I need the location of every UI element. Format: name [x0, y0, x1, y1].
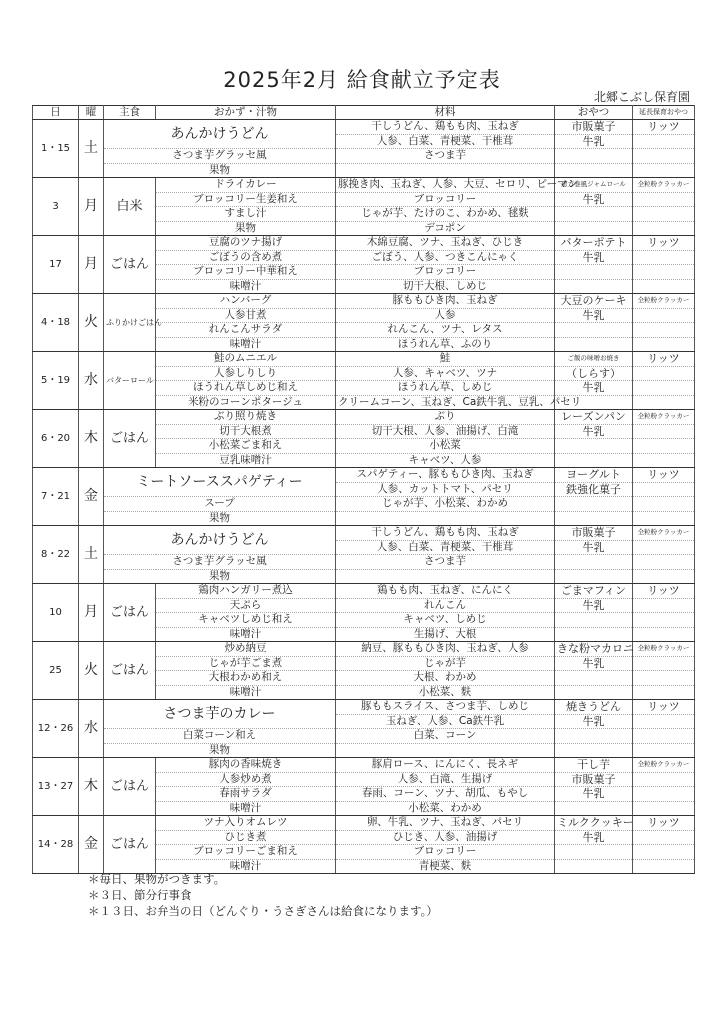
extended-snack [633, 801, 695, 816]
ingredients: 卵、牛乳、ツナ、玉ねぎ、パセリ [336, 816, 555, 831]
note-item: ＊３日、節分行事食 [88, 888, 192, 902]
note-item: ＊毎日、果物がつきます。 [88, 872, 226, 886]
dish-name: 果物 [104, 743, 336, 758]
day-block [33, 816, 695, 874]
dish-name: ブロッコリー中華和え [156, 265, 336, 280]
weekday: 金 [79, 816, 104, 874]
ingredients: 人参、白菜、青梗菜、干椎茸 [336, 134, 555, 149]
snack [555, 801, 633, 816]
extended-snack [633, 221, 695, 236]
table-row [33, 758, 695, 773]
dish-name: ごぼうの含め煮 [156, 250, 336, 265]
staple-food: ごはん [104, 758, 156, 816]
table-row [33, 178, 695, 193]
extended-snack [633, 598, 695, 613]
day-block [33, 642, 695, 700]
extended-snack [633, 192, 695, 207]
staple-food: ごはん [104, 236, 156, 294]
dish-name: さつま芋グラッセ風 [104, 555, 336, 570]
snack: ごまマフィン [555, 584, 633, 599]
dish-name: 豆乳味噌汁 [156, 453, 336, 468]
extended-snack: リッツ [633, 120, 695, 135]
dish-name: 炒め納豆 [156, 642, 336, 657]
snack [555, 497, 633, 512]
snack: 牛乳 [555, 787, 633, 802]
dish-name: 小松菜ごま和え [156, 439, 336, 454]
dish-name: 人参甘煮 [156, 308, 336, 323]
extended-snack [633, 439, 695, 454]
snack [555, 569, 633, 584]
dish-name: 切干大根煮 [156, 424, 336, 439]
snack: 焼きうどん [555, 700, 633, 715]
extended-snack [633, 613, 695, 628]
ingredients: 小松菜 [336, 439, 555, 454]
dish-name: 春雨サラダ [156, 787, 336, 802]
day-block [33, 468, 695, 526]
day-block [33, 700, 695, 758]
table-row [33, 236, 695, 251]
dish-name: 味噌汁 [156, 859, 336, 874]
table-row [33, 700, 695, 715]
day-date: 7・21 [33, 468, 79, 526]
table-row [33, 497, 695, 512]
extended-snack: 全粒粉クラッカー [633, 642, 695, 657]
snack [555, 743, 633, 758]
extended-snack [633, 207, 695, 222]
dish-name: ツナ入りオムレツ [156, 816, 336, 831]
snack [555, 163, 633, 178]
staple-food: ごはん [104, 816, 156, 874]
extended-snack [633, 685, 695, 700]
extended-snack [633, 714, 695, 729]
ingredients: 木綿豆腐、ツナ、玉ねぎ、ひじき [336, 236, 555, 251]
day-date: 25 [33, 642, 79, 700]
snack: きな粉マカロニ [555, 642, 633, 657]
ingredients: 人参、白菜、青梗菜、干椎茸 [336, 540, 555, 555]
ingredients: 人参、キャベツ、ツナ [336, 366, 555, 381]
day-block [33, 352, 695, 410]
day-block [33, 178, 695, 236]
dish-name: キャベツしめじ和え [156, 613, 336, 628]
dish-name: ほうれん草しめじ和え [156, 381, 336, 396]
dish-name: ぶり照り焼き [156, 410, 336, 425]
school-name: 北郷こぶし保育園 [593, 90, 690, 104]
snack: 干し芋 [555, 758, 633, 773]
dish-name: れんこんサラダ [156, 323, 336, 338]
extended-snack [633, 555, 695, 570]
weekday: 木 [79, 410, 104, 468]
table-row [33, 149, 695, 164]
combined-dish-name: さつま芋のカレー [104, 700, 336, 729]
snack [555, 671, 633, 686]
weekday: 土 [79, 120, 104, 178]
extended-snack [633, 366, 695, 381]
extended-snack [633, 265, 695, 280]
extended-snack [633, 830, 695, 845]
snack [555, 685, 633, 700]
extended-snack [633, 279, 695, 294]
dish-name: 白菜コーン和え [104, 729, 336, 744]
day-block [33, 584, 695, 642]
staple-food: ふりかけごはん [104, 294, 156, 352]
dish-name: 味噌汁 [156, 627, 336, 642]
ingredients: キャベツ、人参 [336, 453, 555, 468]
ingredients: ひじき、人参、油揚げ [336, 830, 555, 845]
table-row [33, 555, 695, 570]
staple-food: 白米 [104, 178, 156, 236]
ingredients [336, 569, 555, 584]
snack [555, 265, 633, 280]
dish-name: ブロッコリー生姜和え [156, 192, 336, 207]
day-block [33, 294, 695, 352]
dish-name: 鶏肉ハンガリー煮込 [156, 584, 336, 599]
day-block [33, 758, 695, 816]
staple-food: ごはん [104, 642, 156, 700]
ingredients [336, 163, 555, 178]
dish-name: 天ぷら [156, 598, 336, 613]
extended-snack [633, 381, 695, 396]
combined-dish-name: ミートソーススパゲティー [104, 468, 336, 497]
table-row [33, 468, 695, 483]
snack [555, 337, 633, 352]
extended-snack: リッツ [633, 816, 695, 831]
ingredients: 青梗菜、麩 [336, 859, 555, 874]
snack [555, 279, 633, 294]
snack [555, 627, 633, 642]
weekday: 水 [79, 700, 104, 758]
table-row [33, 526, 695, 541]
ingredients: ぶり [336, 410, 555, 425]
weekday: 木 [79, 758, 104, 816]
day-date: 10 [33, 584, 79, 642]
ingredients: 切干大根、しめじ [336, 279, 555, 294]
header-ingredients: 材料 [336, 106, 555, 120]
table-row [33, 816, 695, 831]
day-date: 3 [33, 178, 79, 236]
dish-name: ブロッコリーごま和え [156, 845, 336, 860]
table-row [33, 511, 695, 526]
dish-name: 米粉のコーンポタージュ [156, 395, 336, 410]
extended-snack: 全粒粉クラッカー [633, 178, 695, 193]
day-date: 14・28 [33, 816, 79, 874]
dish-name: 大根わかめ和え [156, 671, 336, 686]
table-row [33, 410, 695, 425]
weekday: 火 [79, 294, 104, 352]
snack: 牛乳 [555, 424, 633, 439]
staple-food: ごはん [104, 410, 156, 468]
ingredients: じゃが芋 [336, 656, 555, 671]
extended-snack [633, 787, 695, 802]
snack: レーズンパン [555, 410, 633, 425]
dish-name: 果物 [104, 163, 336, 178]
extended-snack: リッツ [633, 700, 695, 715]
header-dish: おかず・汁物 [156, 106, 336, 120]
ingredients: 干しうどん、鶏もも肉、玉ねぎ [336, 120, 555, 135]
combined-dish-name: あんかけうどん [104, 526, 336, 555]
header-weekday: 曜 [79, 106, 104, 120]
extended-snack: 全粒粉クラッカー [633, 294, 695, 309]
dish-name: 果物 [156, 221, 336, 236]
dish-name: 果物 [104, 569, 336, 584]
ingredients: 人参、白滝、生揚げ [336, 772, 555, 787]
snack: 恵方巻風ジャムロール [555, 178, 633, 193]
extended-snack [633, 743, 695, 758]
snack: ヨーグルト [555, 468, 633, 483]
snack: 大豆のケーキ [555, 294, 633, 309]
extended-snack [633, 497, 695, 512]
dish-name: 鮭のムニエル [156, 352, 336, 367]
day-date: 12・26 [33, 700, 79, 758]
dish-name: 豚肉の香味焼き [156, 758, 336, 773]
snack: 牛乳 [555, 192, 633, 207]
snack [555, 439, 633, 454]
extended-snack: 全粒粉クラッカー [633, 758, 695, 773]
extended-snack [633, 656, 695, 671]
dish-name: じゃが芋ごま煮 [156, 656, 336, 671]
note-item: ＊１３日、お弁当の日（どんぐり・うさぎさんは給食になります。） [88, 904, 438, 918]
dish-name: ハンバーグ [156, 294, 336, 309]
extended-snack [633, 729, 695, 744]
snack: ご飯の味噌お焼き [555, 352, 633, 367]
weekday: 月 [79, 178, 104, 236]
extended-snack [633, 627, 695, 642]
extended-snack [633, 772, 695, 787]
extended-snack [633, 163, 695, 178]
dish-name: すまし汁 [156, 207, 336, 222]
ingredients: 豚ももスライス、さつま芋、しめじ [336, 700, 555, 715]
snack: 牛乳 [555, 830, 633, 845]
table-row [33, 352, 695, 367]
header-staple: 主食 [104, 106, 156, 120]
extended-snack [633, 569, 695, 584]
ingredients: 豚ももひき肉、玉ねぎ [336, 294, 555, 309]
menu-table [32, 105, 695, 874]
extended-snack [633, 323, 695, 338]
ingredients [336, 743, 555, 758]
ingredients: ブロッコリー [336, 845, 555, 860]
dish-name: ドライカレー [156, 178, 336, 193]
day-block [33, 236, 695, 294]
dish-name: さつま芋グラッセ風 [104, 149, 336, 164]
ingredients: 豚挽き肉、玉ねぎ、人参、大豆、セロリ、ピーマン [336, 178, 555, 193]
ingredients: 玉ねぎ、人参、Ca鉄牛乳 [336, 714, 555, 729]
snack [555, 453, 633, 468]
snack: 牛乳 [555, 308, 633, 323]
ingredients [336, 511, 555, 526]
extended-snack: リッツ [633, 352, 695, 367]
extended-snack: リッツ [633, 468, 695, 483]
table-row [33, 642, 695, 657]
weekday: 月 [79, 236, 104, 294]
day-date: 6・20 [33, 410, 79, 468]
dish-name: スープ [104, 497, 336, 512]
snack: ミルククッキー [555, 816, 633, 831]
dish-name: ひじき煮 [156, 830, 336, 845]
ingredients: 鶏もも肉、玉ねぎ、にんにく [336, 584, 555, 599]
snack [555, 845, 633, 860]
ingredients: さつま芋 [336, 149, 555, 164]
table-row [33, 584, 695, 599]
weekday: 土 [79, 526, 104, 584]
dish-name: 果物 [104, 511, 336, 526]
ingredients: じゃが芋、たけのこ、わかめ、毬麩 [336, 207, 555, 222]
table-row [33, 294, 695, 309]
snack [555, 511, 633, 526]
extended-snack [633, 395, 695, 410]
dish-name: 豆腐のツナ揚げ [156, 236, 336, 251]
ingredients: れんこん、ツナ、レタス [336, 323, 555, 338]
ingredients: 白菜、コーン [336, 729, 555, 744]
ingredients: クリームコーン、玉ねぎ、Ca鉄牛乳、豆乳、パセリ [336, 395, 555, 410]
day-date: 5・19 [33, 352, 79, 410]
day-block [33, 410, 695, 468]
snack: 牛乳 [555, 381, 633, 396]
extended-snack: リッツ [633, 236, 695, 251]
ingredients: 干しうどん、鶏もも肉、玉ねぎ [336, 526, 555, 541]
snack [555, 729, 633, 744]
dish-name: 味噌汁 [156, 279, 336, 294]
snack [555, 323, 633, 338]
ingredients: ブロッコリー [336, 265, 555, 280]
snack: 牛乳 [555, 250, 633, 265]
ingredients: 納豆、豚ももひき肉、玉ねぎ、人参 [336, 642, 555, 657]
table-row [33, 120, 695, 135]
extended-snack [633, 482, 695, 497]
weekday: 月 [79, 584, 104, 642]
snack: 牛乳 [555, 656, 633, 671]
ingredients: キャベツ、しめじ [336, 613, 555, 628]
snack: 牛乳 [555, 598, 633, 613]
extended-snack: 全粒粉クラッカー [633, 410, 695, 425]
snack: 市販菓子 [555, 120, 633, 135]
ingredients: デコポン [336, 221, 555, 236]
snack: 鉄強化菓子 [555, 482, 633, 497]
table-row [33, 163, 695, 178]
ingredients: ごぼう、人参、つきこんにゃく [336, 250, 555, 265]
notes [88, 871, 438, 919]
snack [555, 149, 633, 164]
ingredients: 小松菜、わかめ [336, 801, 555, 816]
extended-snack [633, 308, 695, 323]
extended-snack [633, 337, 695, 352]
table-row [33, 743, 695, 758]
staple-food: ごはん [104, 584, 156, 642]
extended-snack [633, 134, 695, 149]
extended-snack [633, 511, 695, 526]
ingredients: 生揚げ、大根 [336, 627, 555, 642]
ingredients: さつま芋 [336, 555, 555, 570]
snack: 牛乳 [555, 134, 633, 149]
extended-snack [633, 671, 695, 686]
snack [555, 221, 633, 236]
ingredients: ブロッコリー [336, 192, 555, 207]
snack [555, 859, 633, 874]
extended-snack [633, 424, 695, 439]
dish-name: 味噌汁 [156, 801, 336, 816]
snack: 牛乳 [555, 714, 633, 729]
snack: バターポテト [555, 236, 633, 251]
extended-snack [633, 845, 695, 860]
snack: （しらす） [555, 366, 633, 381]
dish-name: 味噌汁 [156, 337, 336, 352]
weekday: 金 [79, 468, 104, 526]
table-header-row [33, 106, 695, 120]
extended-snack [633, 250, 695, 265]
ingredients: ほうれん草、しめじ [336, 381, 555, 396]
extended-snack: 全粒粉クラッカー [633, 526, 695, 541]
day-date: 13・27 [33, 758, 79, 816]
ingredients: ほうれん草、ふのり [336, 337, 555, 352]
ingredients: スパゲティー、豚ももひき肉、玉ねぎ [336, 468, 555, 483]
dish-name: 人参炒め煮 [156, 772, 336, 787]
table-row [33, 569, 695, 584]
snack [555, 555, 633, 570]
header-snack: おやつ [555, 106, 633, 120]
snack: 市販菓子 [555, 772, 633, 787]
staple-food: バターロール [104, 352, 156, 410]
ingredients: 人参 [336, 308, 555, 323]
ingredients: れんこん [336, 598, 555, 613]
weekday: 水 [79, 352, 104, 410]
ingredients: 大根、わかめ [336, 671, 555, 686]
snack: 市販菓子 [555, 526, 633, 541]
extended-snack [633, 540, 695, 555]
ingredients: 切干大根、人参、油揚げ、白滝 [336, 424, 555, 439]
page-title: 2025年2月 給食献立予定表 [223, 68, 501, 92]
extended-snack [633, 859, 695, 874]
weekday: 火 [79, 642, 104, 700]
ingredients: 豚肩ロース、にんにく、長ネギ [336, 758, 555, 773]
day-date: 17 [33, 236, 79, 294]
snack: 牛乳 [555, 540, 633, 555]
day-date: 1・15 [33, 120, 79, 178]
table-row [33, 729, 695, 744]
extended-snack: リッツ [633, 584, 695, 599]
ingredients: 春雨、コーン、ツナ、胡瓜、もやし [336, 787, 555, 802]
day-block [33, 120, 695, 178]
ingredients: 小松菜、麩 [336, 685, 555, 700]
extended-snack [633, 453, 695, 468]
header-extended: 延長保育おやつ [633, 106, 695, 120]
day-block [33, 526, 695, 584]
ingredients: 人参、カットトマト、パセリ [336, 482, 555, 497]
dish-name: 味噌汁 [156, 685, 336, 700]
snack [555, 613, 633, 628]
combined-dish-name: あんかけうどん [104, 120, 336, 149]
day-date: 4・18 [33, 294, 79, 352]
extended-snack [633, 149, 695, 164]
ingredients: 鮭 [336, 352, 555, 367]
header-day: 日 [33, 106, 79, 120]
dish-name: 人参しりしり [156, 366, 336, 381]
snack [555, 207, 633, 222]
ingredients: じゃが芋、小松菜、わかめ [336, 497, 555, 512]
day-date: 8・22 [33, 526, 79, 584]
